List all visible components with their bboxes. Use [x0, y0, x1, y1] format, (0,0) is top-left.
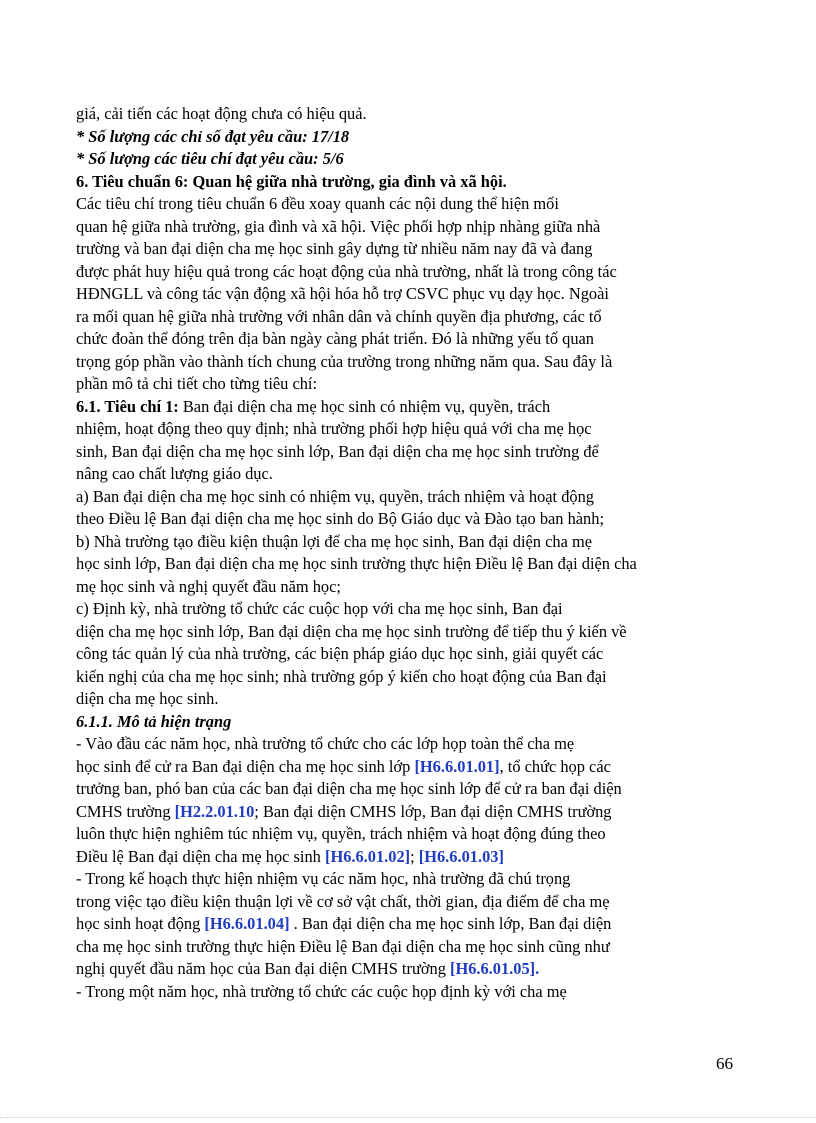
text-line	[76, 576, 726, 599]
text-segment: 6. Tiêu chuẩn 6: Quan hệ giữa nhà trường, gia đình và xã hội.	[76, 171, 507, 191]
text-segment: công tác quản lý của nhà trường, các biện pháp giáo dục học sinh, giải quyết các	[76, 644, 604, 663]
text-segment: b) Nhà trường tạo điều kiện thuận lợi để cha mẹ học sinh, Ban đại diện cha mẹ	[76, 531, 592, 551]
text-segment: kiến nghị của cha mẹ học sinh; nhà trường góp ý kiến cho hoạt động của Ban đại	[76, 666, 607, 686]
text-line	[76, 171, 726, 194]
text-line	[76, 823, 726, 846]
text-segment: giá, cải tiến các hoạt động chưa có hiệu quả.	[76, 104, 367, 123]
text-line	[76, 373, 726, 396]
text-segment: nghị quyết đầu năm học của Ban đại diện CMHS trường	[76, 959, 450, 978]
text-segment: HĐNGLL và công tác vận động xã hội hóa hỗ trợ CSVC phục vụ dạy học. Ngoài	[76, 284, 609, 303]
text-line	[76, 261, 726, 284]
text-line	[76, 756, 726, 779]
text-segment: Ban đại diện cha mẹ học sinh có nhiệm vụ, quyền, trách	[178, 396, 551, 416]
text-line	[76, 643, 726, 666]
text-line	[76, 553, 726, 576]
text-segment: Điều lệ Ban đại diện cha mẹ học sinh	[76, 846, 325, 866]
page-number: 66	[716, 1054, 733, 1073]
text-segment: 6.1. Tiêu chí 1:	[76, 396, 179, 416]
text-segment: được phát huy hiệu quả trong các hoạt động của nhà trường, nhất là trong công tác	[76, 261, 617, 281]
text-segment: phần mô tả chi tiết cho từng tiêu chí:	[76, 374, 318, 393]
text-line	[76, 486, 726, 509]
text-line	[76, 508, 726, 531]
text-line	[76, 666, 726, 689]
text-segment: luôn thực hiện nghiêm túc nhiệm vụ, quyền, trách nhiệm và hoạt động đúng theo	[76, 824, 606, 843]
text-line	[76, 958, 726, 981]
text-line	[76, 216, 726, 239]
text-segment: - Trong một năm học, nhà trường tổ chức các cuộc họp định kỳ với cha mẹ	[76, 981, 567, 1001]
text-segment: * Số lượng các tiêu chí đạt yêu cầu: 5/6	[76, 149, 344, 168]
text-line	[76, 328, 726, 351]
text-segment: nhiệm, hoạt động theo quy định; nhà trường phối hợp hiệu quả với cha mẹ học	[76, 419, 592, 438]
text-line	[76, 148, 726, 171]
evidence-reference: [H6.6.01.01]	[414, 756, 500, 776]
evidence-reference: [H6.6.01.03]	[418, 846, 504, 866]
text-line	[76, 306, 726, 329]
text-segment: c) Định kỳ, nhà trường tổ chức các cuộc họp với cha mẹ học sinh, Ban đại	[76, 599, 563, 618]
text-segment: ra mối quan hệ giữa nhà trường với nhân dân và chính quyền địa phương, các tổ	[76, 306, 602, 326]
text-segment: trưởng ban, phó ban của các ban đại diện cha mẹ học sinh lớp để cử ra ban đại diện	[76, 779, 622, 798]
text-segment: học sinh lớp, Ban đại diện cha mẹ học sinh trường thực hiện Điều lệ Ban đại diện cha	[76, 554, 637, 573]
text-line	[76, 283, 726, 306]
text-line	[76, 868, 726, 891]
text-segment: mẹ học sinh và nghị quyết đầu năm học;	[76, 576, 341, 596]
page-bottom-rule	[0, 1117, 816, 1118]
text-segment: - Vào đầu các năm học, nhà trường tổ chức cho các lớp họp toàn thể cha mẹ	[76, 734, 575, 753]
text-segment: trường và ban đại diện cha mẹ học sinh gây dựng từ nhiều năm nay đã và đang	[76, 239, 593, 258]
text-segment: theo Điều lệ Ban đại diện cha mẹ học sinh do Bộ Giáo dục và Đào tạo ban hành;	[76, 509, 604, 528]
text-line	[76, 418, 726, 441]
text-segment: CMHS trường	[76, 801, 175, 821]
text-segment: học sinh hoạt động	[76, 914, 205, 933]
text-segment: . Ban đại diện cha mẹ học sinh lớp, Ban đại diện	[289, 914, 612, 933]
text-segment: sinh, Ban đại diện cha mẹ học sinh lớp, Ban đại diện cha mẹ học sinh trường để	[76, 441, 599, 461]
text-segment: trong việc tạo điều kiện thuận lợi về cơ sở vật chất, thời gian, địa điểm để cha mẹ	[76, 891, 610, 911]
text-line	[76, 103, 726, 126]
text-segment: trọng góp phần vào thành tích chung của trường trong những năm qua. Sau đây là	[76, 351, 613, 371]
text-segment: 6.1.1. Mô tả hiện trạng	[76, 711, 232, 731]
text-segment: học sinh để cử ra Ban đại diện cha mẹ học sinh lớp	[76, 756, 415, 776]
text-line	[76, 441, 726, 464]
text-line	[76, 396, 726, 419]
text-line	[76, 621, 726, 644]
text-segment: nâng cao chất lượng giáo dục.	[76, 464, 273, 483]
text-line	[76, 936, 726, 959]
text-segment: ; Ban đại diện CMHS lớp, Ban đại diện CMHS trường	[254, 801, 612, 821]
text-segment: diện cha mẹ học sinh lớp, Ban đại diện cha mẹ học sinh trường để tiếp thu ý kiến về	[76, 621, 627, 641]
text-segment: chức đoàn thể đóng trên địa bàn ngày càng phát triển. Đó là những yếu tố quan	[76, 329, 594, 348]
text-segment: , tổ chức họp các	[499, 756, 611, 776]
text-line	[76, 126, 726, 149]
evidence-reference: [H6.6.01.02]	[324, 846, 411, 866]
text-segment: cha mẹ học sinh trường thực hiện Điều lệ Ban đại diện cha mẹ học sinh cũng như	[76, 936, 610, 956]
text-line	[76, 891, 726, 914]
text-line	[76, 733, 726, 756]
text-line	[76, 531, 726, 554]
text-line	[76, 193, 726, 216]
text-line	[76, 801, 726, 824]
text-line	[76, 981, 726, 1004]
text-line	[76, 238, 726, 261]
text-segment: Các tiêu chí trong tiêu chuẩn 6 đều xoay quanh các nội dung thể hiện mối	[76, 194, 559, 213]
text-line	[76, 913, 726, 936]
text-segment: quan hệ giữa nhà trường, gia đình và xã hội. Việc phối hợp nhịp nhàng giữa nhà	[76, 216, 601, 236]
text-segment: diện cha mẹ học sinh.	[76, 689, 219, 708]
document-body	[76, 103, 726, 1003]
text-line	[76, 463, 726, 486]
evidence-reference: [H6.6.01.04]	[204, 914, 290, 933]
text-segment: ;	[410, 846, 419, 866]
evidence-reference: [H6.6.01.05].	[449, 959, 540, 978]
text-line	[76, 598, 726, 621]
text-line	[76, 778, 726, 801]
text-line	[76, 711, 726, 734]
text-segment: * Số lượng các chỉ số đạt yêu cầu: 17/18	[76, 126, 350, 146]
text-line	[76, 688, 726, 711]
text-line	[76, 846, 726, 869]
text-segment: a) Ban đại diện cha mẹ học sinh có nhiệm vụ, quyền, trách nhiệm và hoạt động	[76, 486, 594, 506]
evidence-reference: [H2.2.01.10	[174, 801, 255, 821]
text-segment: - Trong kế hoạch thực hiện nhiệm vụ các năm học, nhà trường đã chú trọng	[76, 869, 571, 888]
text-line	[76, 351, 726, 374]
